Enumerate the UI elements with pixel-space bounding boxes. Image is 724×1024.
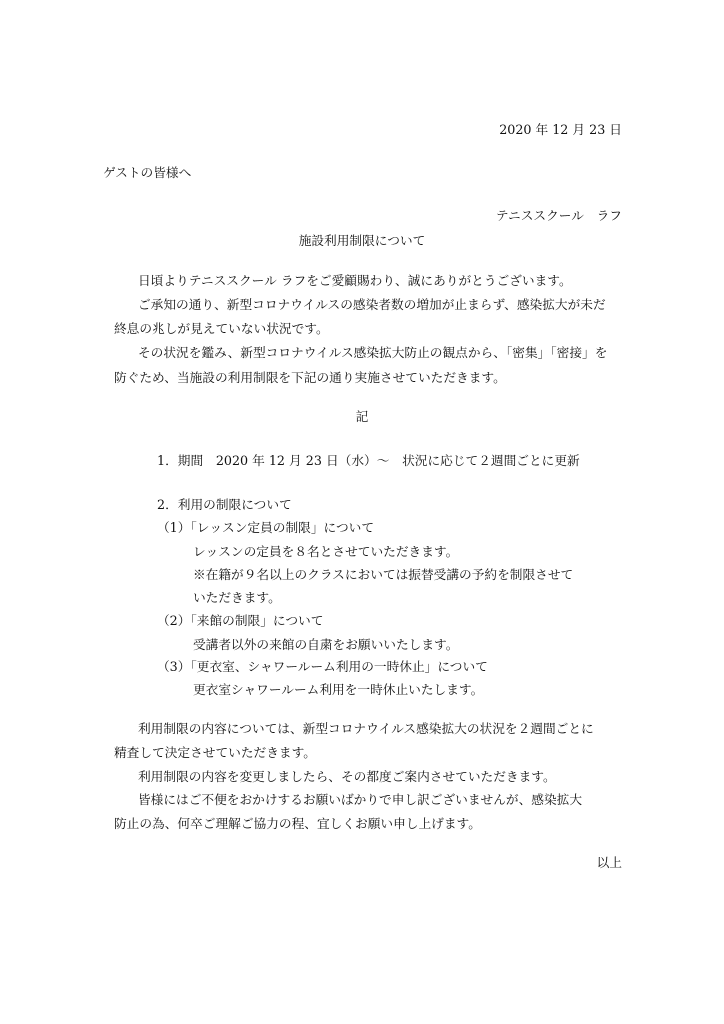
restriction-3-heading: （3）「更衣室、シャワールーム利用の一時休止」について [157,659,488,674]
intro-line: 防ぐため、当施設の利用制限を下記の通り実施させていただきます。 [114,370,506,385]
sender-name: テニススクール ラフ [495,208,622,223]
closing-line: 皆様にはご不便をおかけするお願いばかりで申し訳ございませんが、感染拡大 [138,792,583,807]
document-date: 2020 年 12 月 23 日 [499,122,622,137]
restriction-1-note-cont: いただきます。 [193,590,281,605]
restriction-1-note: ※在籍が９名以上のクラスにおいては振替受講の予約を制限させて [193,567,574,582]
restriction-1-line: レッスンの定員を８名とさせていただきます。 [193,544,459,559]
document-subject: 施設利用制限について [298,233,426,248]
period-item: 1．期間 2020 年 12 月 23 日（水）～ 状況に応じて２週間ごとに更新 [157,453,580,468]
ki-heading: 記 [355,409,369,424]
closing-line: 精査して決定させていただきます。 [114,745,316,760]
closing-line: 利用制限の内容については、新型コロナウイルス感染拡大の状況を２週間ごとに [138,721,594,736]
intro-line: 終息の兆しが見えていない状況です。 [114,321,329,336]
closing-line: 利用制限の内容を変更しましたら、その都度ご案内させていただきます。 [138,769,556,784]
recipient-line: ゲストの皆様へ [103,165,192,180]
intro-line: その状況を鑑み、新型コロナウイルス感染拡大防止の観点から、「密集」「密接」を [138,345,608,360]
intro-line: 日頃よりテニススクール ラフをご愛顧賜わり、誠にありがとうございます。 [138,273,572,288]
restriction-1-heading: （1）「レッスン定員の制限」について [157,520,375,535]
intro-line: ご承知の通り、新型コロナウイルスの感染者数の増加が止まらず、感染拡大が未だ [138,297,606,312]
restriction-2-line: 受講者以外の来館の自粛をお願いいたします。 [193,637,459,652]
restrictions-heading: 2．利用の制限について [157,497,292,512]
restriction-2-heading: （2）「来館の制限」について [157,613,324,628]
closing-line: 防止の為、何卒ご理解ご協力の程、宜しくお願い申し上げます。 [114,816,481,831]
ijou-closing: 以上 [596,855,622,870]
restriction-3-line: 更衣室シャワールーム利用を一時休止いたします。 [193,682,484,697]
